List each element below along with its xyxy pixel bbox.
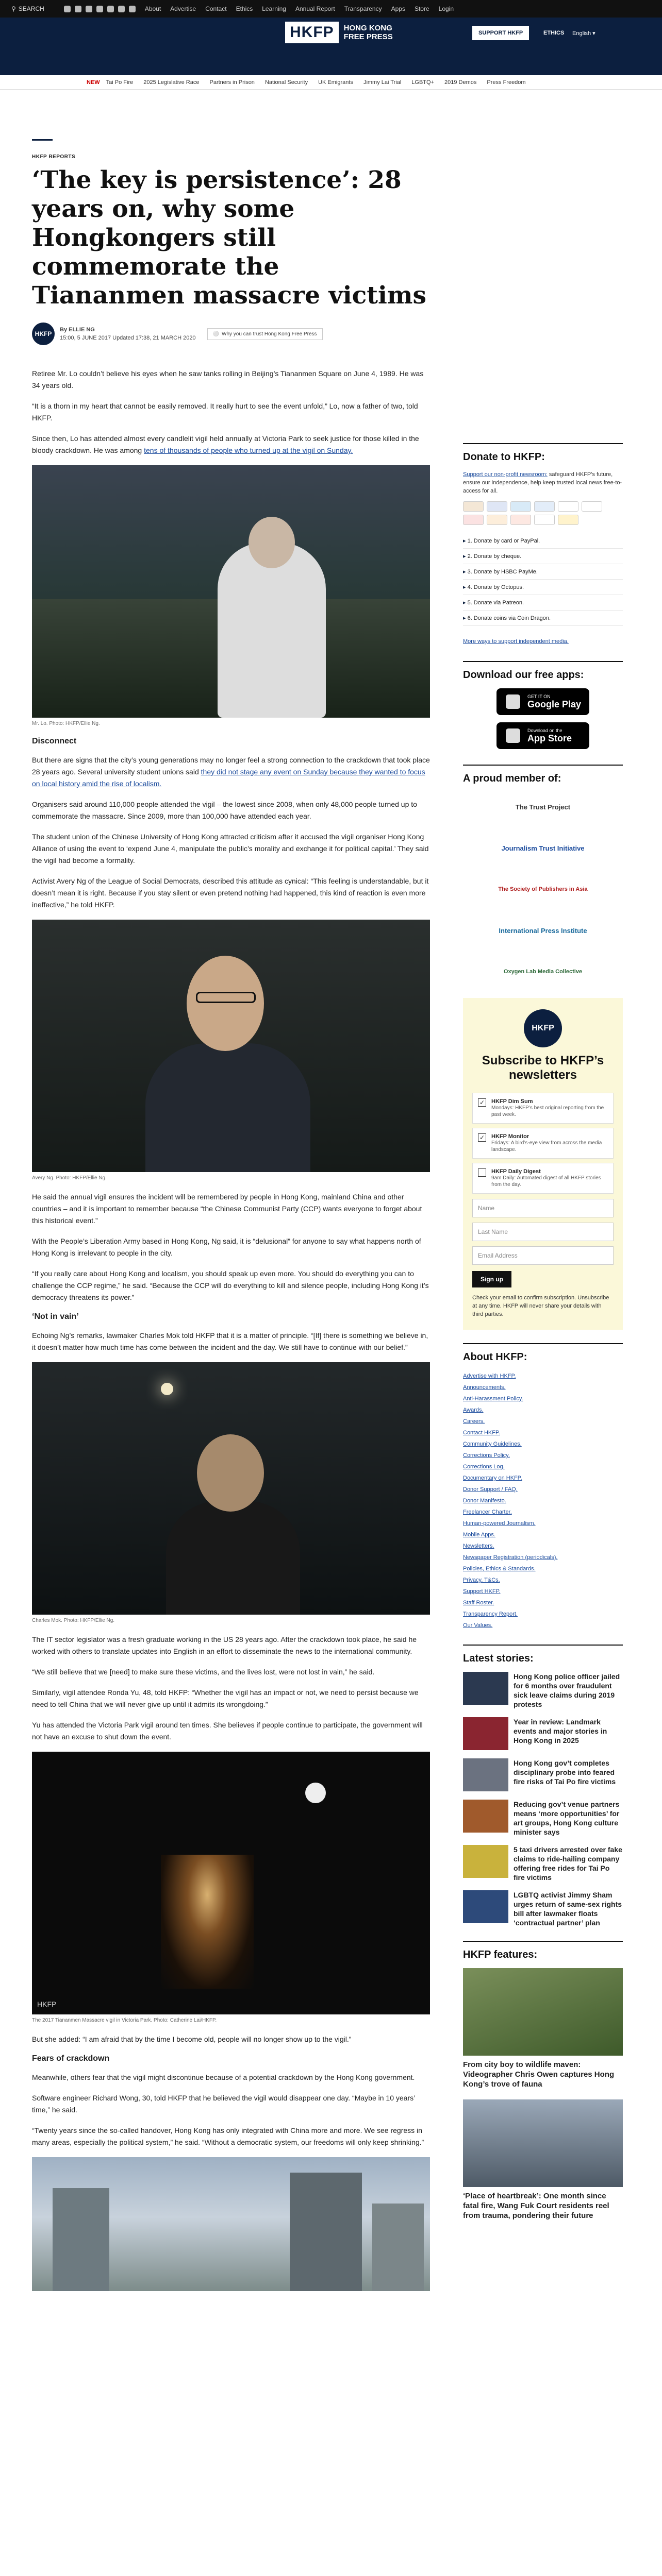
gpay-icon <box>558 501 578 512</box>
paragraph: The IT sector legislator was a fresh graduate working in the US 28 years ago. After the crackdown took place, he said he worked with others to translate updates into English in an effort to disseminate the news to the international community. <box>32 1635 417 1655</box>
topbar-link-contact[interactable]: Contact <box>205 5 227 12</box>
feature-title: From city boy to wildlife maven: Videographer Chris Owen captures Hong Kong’s trove of fauna <box>463 2060 615 2089</box>
person-head <box>249 517 295 568</box>
eyebrow-rule <box>32 139 53 141</box>
newsletter-logo: HKFP <box>524 1009 562 1047</box>
newsletter-note: Check your email to confirm subscription. Unsubscribe at any time. HKFP will never share your details with third parties. <box>472 1295 609 1317</box>
google-play-button[interactable] <box>496 688 589 715</box>
photo-caption: Charles Mok. Photo: HKFP/Ellie Ng. <box>32 1618 115 1623</box>
linkedin-icon[interactable] <box>118 6 125 12</box>
byline-text <box>60 326 196 342</box>
paragraph: “Twenty years since the so-called handover, Hong Kong has only integrated with China more and more. We see regress in many areas, especially the political system,” he said. “Without a democratic system, our freedoms will only keep shrinking.” <box>32 2126 424 2146</box>
tag-link[interactable]: National Security <box>264 79 308 86</box>
instagram-icon[interactable] <box>86 6 92 12</box>
logo-mark: HKFP <box>285 22 339 43</box>
about-link[interactable]: Human-powered Journalism. <box>463 1520 536 1527</box>
nav-item-projects[interactable]: PROJECTS ▾ <box>303 75 339 81</box>
building-shape <box>290 2173 362 2291</box>
section-heading: ‘Not in vain’ <box>32 1312 79 1321</box>
paragraph <box>32 433 430 456</box>
social-icons <box>64 6 136 12</box>
author-avatar: HKFP <box>32 323 55 345</box>
story-thumbnail <box>463 1758 508 1791</box>
mastercard-icon <box>463 501 484 512</box>
last-name-field[interactable]: Last Name <box>472 1223 614 1241</box>
payme-icon <box>463 515 484 525</box>
latest-heading: Latest stories: <box>463 1653 534 1664</box>
payment-methods <box>463 501 623 525</box>
features-section <box>463 1941 623 2221</box>
photo-city <box>32 2157 430 2291</box>
story-title: LGBTQ activist Jimmy Sham urges return of same-sex rights bill after lawmaker floats ‘contractual partner’ plan <box>514 1891 622 1927</box>
article-title: ‘The key is persistence’: 28 years on, why some Hongkongers still commemorate the Tiananmen massacre victims <box>32 166 426 310</box>
paragraph: Meanwhile, others fear that the vigil might discontinue because of a potential crackdown by the Hong Kong government. <box>32 2073 415 2081</box>
about-link[interactable]: Staff Roster. <box>463 1600 494 1606</box>
topbar-link-annual-report[interactable]: Annual Report <box>295 5 335 12</box>
donate-link[interactable]: Support our non-profit newsroom: <box>463 471 548 478</box>
section-heading: Disconnect <box>32 737 77 745</box>
google-play-icon <box>506 694 520 709</box>
about-link[interactable]: Privacy, T&Cs. <box>463 1577 500 1583</box>
donate-option[interactable]: ▸ 1. Donate by card or PayPal. <box>463 533 623 549</box>
article-category[interactable]: HKFP REPORTS <box>32 154 76 160</box>
paragraph: “It is a thorn in my heart that cannot be easily removed. It really hurt to see the event unfold,” Lo, now a father of two, told HKFP. <box>32 402 418 422</box>
photo-caption: Avery Ng. Photo: HKFP/Ellie Ng. <box>32 1175 107 1181</box>
newsletter-option-daily-digest[interactable] <box>472 1163 614 1194</box>
paragraph: With the People’s Liberation Army based in Hong Kong, Ng said, it is “delusional” for anyone to say what happens north of Hong Kong is irrelevant to people in the city. <box>32 1237 421 1257</box>
shield-icon: ⚪ <box>212 331 220 337</box>
app-store-button[interactable] <box>496 722 589 749</box>
glasses <box>196 992 256 1003</box>
about-link[interactable]: Corrections Policy. <box>463 1452 510 1459</box>
paragraph-text: But there are signs that the city’s young generations may no longer feel a strong connection to the crackdown that took place 28 years ago. Several university student unions said <box>32 756 430 776</box>
paragraph: Yu has attended the Victoria Park vigil around ten times. She believes if people continue to participate, the government will not have an excuse to shut down the event. <box>32 1721 423 1741</box>
story-title: Hong Kong police officer jailed for 6 months over fraudulent sick leave claims during 2019 protests <box>514 1672 620 1708</box>
newsletter-option-monitor[interactable] <box>472 1128 614 1159</box>
about-link[interactable]: Donor Support / FAQ. <box>463 1486 518 1493</box>
checkbox[interactable]: ✓ <box>478 1098 486 1107</box>
apple-icon <box>506 728 520 743</box>
site-logo[interactable] <box>285 22 393 43</box>
cheque-icon <box>534 515 555 525</box>
story-thumbnail <box>463 1800 508 1833</box>
member-logo-sopa[interactable]: The Society of Publishers in Asia <box>498 886 588 892</box>
photo-caption: The 2017 Tiananmen Massacre vigil in Victoria Park. Photo: Catherine Lai/HKFP. <box>32 2018 217 2023</box>
topbar-link-about[interactable]: About <box>144 5 161 12</box>
paragraph: Organisers said around 110,000 people attended the vigil – the lowest since 2008, when only 48,000 people turned up to commemorate the massacre. Since 2009, more than 100,000 have attended each year. <box>32 800 417 820</box>
nav-item-topics[interactable]: TOPICS ▾ <box>231 75 257 81</box>
new-badge: NEW <box>87 79 100 86</box>
amex-icon <box>510 501 531 512</box>
option-desc: Mondays: HKFP’s best original reporting from the past week. <box>491 1105 604 1117</box>
option-name: HKFP Daily Digest <box>491 1168 541 1175</box>
moon <box>305 1783 326 1803</box>
donate-text: safeguard HKFP’s future, ensure our independence, help keep trusted local news free-to-access for all. <box>463 471 622 494</box>
newsletter-signup <box>463 998 623 1330</box>
nav-item-opinion[interactable]: OPINION <box>268 74 292 81</box>
option-name: HKFP Monitor <box>491 1133 529 1140</box>
visa-icon <box>487 501 507 512</box>
topbar-link-ethics[interactable]: Ethics <box>236 5 253 12</box>
topbar-link-login[interactable]: Login <box>438 5 454 12</box>
paragraph: Software engineer Richard Wong, 30, told HKFP that he believed the vigil would disappear one day. “Maybe in 10 years’ time,” he said. <box>32 2094 415 2114</box>
google-play-label: Google Play <box>527 699 582 709</box>
byline <box>32 323 430 345</box>
photo-charles-mok <box>32 1362 430 1615</box>
masthead <box>0 18 662 81</box>
top-utility-bar <box>0 0 662 18</box>
features-heading: HKFP features: <box>463 1949 538 1960</box>
paypal-icon <box>534 501 555 512</box>
story-title: 5 taxi drivers arrested over fake claims to ride-hailing company offering free rides for Tai Po fire victims <box>514 1845 622 1882</box>
about-link[interactable]: Careers. <box>463 1418 485 1425</box>
latest-story[interactable] <box>463 1890 623 1927</box>
building-shape <box>372 2204 424 2291</box>
checkbox[interactable]: ✓ <box>478 1133 486 1142</box>
paragraph: “We still believe that we [need] to make sure these victims, and the lives lost, were not lost in vain,” he said. <box>32 1668 375 1676</box>
feature-story[interactable] <box>463 2099 623 2221</box>
person-figure <box>145 1043 310 1172</box>
tag-link[interactable]: 2019 Demos <box>444 79 477 86</box>
about-link[interactable]: Support HKFP. <box>463 1588 501 1595</box>
google-play-small: GET IT ON <box>527 693 551 699</box>
ethics-link[interactable]: ETHICS <box>543 30 565 36</box>
about-links <box>463 1370 623 1631</box>
latest-story[interactable] <box>463 1717 623 1750</box>
applepay-icon <box>582 501 602 512</box>
tag-link[interactable]: Jimmy Lai Trial <box>363 79 402 86</box>
photo-candle-vigil <box>32 1752 430 2014</box>
nav-item-newsletter[interactable]: NEWSLETTER <box>180 74 220 81</box>
story-title: Year in review: Landmark events and major stories in Hong Kong in 2025 <box>514 1718 607 1744</box>
about-heading: About HKFP: <box>463 1351 527 1363</box>
about-link[interactable]: Policies, Ethics & Standards. <box>463 1566 536 1572</box>
paragraph: But she added: “I am afraid that by the time I become old, people will no longer show up to the vigil.” <box>32 2035 352 2043</box>
about-link[interactable]: Newspaper Registration (periodicals). <box>463 1554 558 1561</box>
sidebar <box>463 443 623 2231</box>
tag-link[interactable]: UK Emigrants <box>318 79 353 86</box>
about-link[interactable]: Freelancer Charter. <box>463 1509 512 1515</box>
donate-option[interactable]: ▸ 4. Donate by Octopus. <box>463 580 623 595</box>
threads-icon[interactable] <box>96 6 103 12</box>
paragraph: He said the annual vigil ensures the incident will be remembered by people in Hong Kong, mainland China and other countries – and it is important to remember because “the Chinese Communist Party (CCP) wants everyone to forget about this historical event.” <box>32 1193 422 1225</box>
x-icon[interactable] <box>75 6 81 12</box>
donate-heading: Donate to HKFP: <box>463 451 545 463</box>
tag-link[interactable]: Partners in Prison <box>209 79 255 86</box>
tag-link[interactable]: 2025 Legislative Race <box>143 79 200 86</box>
article <box>32 139 430 2291</box>
student-unions-link[interactable]: they did not stage any event on Sunday because they wanted to focus on local history amid the rise of localism. <box>32 768 425 788</box>
street-lamp <box>161 1383 173 1395</box>
topbar-link-learning[interactable]: Learning <box>262 5 286 12</box>
person-head <box>187 956 264 1051</box>
photo-mr-lo <box>32 465 430 718</box>
signup-button[interactable]: Sign up <box>472 1271 511 1287</box>
members-heading: A proud member of: <box>463 773 561 784</box>
option-text <box>491 1098 608 1118</box>
option-name: HKFP Dim Sum <box>491 1098 533 1105</box>
story-title: Reducing gov’t venue partners means ‘more opportunities’ for art groups, Hong Kong culture minister says <box>514 1800 620 1836</box>
checkbox[interactable] <box>478 1168 486 1177</box>
photo-avery-ng <box>32 920 430 1172</box>
paragraph: Retiree Mr. Lo couldn’t believe his eyes when he saw tanks rolling in Beijing’s Tiananmen Square on June 4, 1989. He was 34 years old. <box>32 369 424 389</box>
person-head <box>197 1434 264 1512</box>
building-shape <box>53 2188 109 2291</box>
logo-text <box>344 24 393 41</box>
donate-options <box>463 533 623 626</box>
donate-section <box>463 443 623 646</box>
more-ways-link[interactable]: More ways to support independent media. <box>463 638 569 645</box>
paragraph: Similarly, vigil attendee Ronda Yu, 48, told HKFP: “Whether the vigil has an impact or not, we need to persist because we need to tell China that we will never give up until it admits its wrongdoing.” <box>32 1688 419 1708</box>
option-desc: 9am Daily: Automated digest of all HKFP stories from the day. <box>491 1175 601 1188</box>
tag-link[interactable]: Press Freedom <box>487 79 526 86</box>
section-heading: Fears of crackdown <box>32 2054 110 2063</box>
person-figure <box>218 543 326 718</box>
patreon-icon <box>510 515 531 525</box>
apps-section <box>463 661 623 749</box>
person-figure <box>166 1501 300 1615</box>
member-logo-ipi[interactable]: International Press Institute <box>499 926 587 935</box>
name-field[interactable]: Name <box>472 1199 614 1217</box>
latest-story[interactable] <box>463 1758 623 1791</box>
about-link[interactable]: Corrections Log. <box>463 1464 505 1470</box>
donate-option[interactable]: ▸ 2. Donate by cheque. <box>463 549 623 564</box>
photo-watermark: HKFP <box>37 2000 57 2008</box>
nav-item-podcast[interactable]: PODCAST <box>350 74 378 81</box>
topbar-link-transparency[interactable]: Transparency <box>344 5 382 12</box>
feature-story[interactable] <box>463 1968 623 2089</box>
nav-item-hkfp[interactable]: HKFP <box>32 74 47 81</box>
vigil-link[interactable]: tens of thousands of people who turned up at the vigil on Sunday. <box>144 446 353 454</box>
logo-line-2: FREE PRESS <box>343 32 393 41</box>
about-link[interactable]: Documentary on HKFP. <box>463 1475 522 1481</box>
about-link[interactable]: Community Guidelines. <box>463 1441 522 1447</box>
about-link[interactable]: Contact HKFP. <box>463 1430 500 1436</box>
member-logo-jti[interactable]: Journalism Trust Initiative <box>501 844 585 852</box>
story-title: Hong Kong gov’t completes disciplinary probe into feared fire risks of Tai Po fire victims <box>514 1759 616 1786</box>
tag-link[interactable]: Tai Po Fire <box>106 79 134 86</box>
search-button[interactable] <box>11 5 44 12</box>
about-link[interactable]: Our Values. <box>463 1622 493 1629</box>
apps-heading: Download our free apps: <box>463 669 584 681</box>
latest-story[interactable] <box>463 1800 623 1837</box>
feature-image <box>463 1968 623 2056</box>
paragraph-text: Since then, Lo has attended almost every candlelit vigil held annually at Victoria Park to seek justice for those killed in the bloody crackdown. He was among <box>32 434 419 454</box>
search-label: SEARCH <box>18 5 44 12</box>
donate-blurb <box>463 470 623 495</box>
newsletter-option-dim-sum[interactable] <box>472 1093 614 1124</box>
about-link[interactable]: Anti-Harassment Policy. <box>463 1396 523 1402</box>
paragraph: The student union of the Chinese University of Hong Kong attracted criticism after it accused the vigil organiser Hong Kong Alliance of using the event to ‘expend June 4, manipulate the public’s morality and exchange it for political capital.’ They said the vigil had become a formality. <box>32 833 429 865</box>
paragraph <box>32 754 430 790</box>
candle-glow <box>161 1855 254 1989</box>
youtube-icon[interactable] <box>107 6 114 12</box>
paragraph: Echoing Ng’s remarks, lawmaker Charles Mok told HKFP that it is a matter of principle. “[If] there is something we believe in, it doesn’t matter how much time has come between the incident and the day. We still have to continue with our belief.” <box>32 1331 428 1351</box>
author-name[interactable]: By ELLIE NG <box>60 327 95 333</box>
nav-item-regions[interactable]: REGIONS ▾ <box>139 75 170 81</box>
member-logo-oxygen[interactable]: Oxygen Lab Media Collective <box>503 969 583 975</box>
latest-section <box>463 1645 623 1927</box>
member-logo-trust-project[interactable]: The Trust Project <box>515 803 571 811</box>
latest-story[interactable] <box>463 1672 623 1709</box>
option-text <box>491 1133 608 1153</box>
trust-label: Why you can trust Hong Kong Free Press <box>222 331 317 337</box>
nav-item-lens[interactable]: LENS <box>389 74 404 81</box>
trending-tags <box>0 75 662 90</box>
story-thumbnail <box>463 1890 508 1923</box>
story-thumbnail <box>463 1672 508 1705</box>
about-section <box>463 1343 623 1631</box>
story-thumbnail <box>463 1845 508 1878</box>
language-selector[interactable]: English ▾ <box>572 30 595 37</box>
article-dates: 15:00, 5 JUNE 2017 Updated 17:38, 21 MARCH 2020 <box>60 335 196 341</box>
paragraph: Activist Avery Ng of the League of Social Democrats, described this attitude as cynical: “This feeling is understandable, but it doesn’t mean it is right. Because if you stay silent or even pretend nothing had happened, this kind of reaction is even more ineffective,” he told HKFP. <box>32 877 429 909</box>
topbar-link-store[interactable]: Store <box>414 5 429 12</box>
about-link[interactable]: Advertise with HKFP. <box>463 1373 516 1379</box>
donate-option[interactable]: ▸ 6. Donate coins via Coin Dragon. <box>463 611 623 626</box>
donate-option[interactable]: ▸ 5. Donate via Patreon. <box>463 595 623 611</box>
photo-caption: Mr. Lo. Photo: HKFP/Ellie Ng. <box>32 721 100 726</box>
about-link[interactable]: Mobile Apps. <box>463 1532 495 1538</box>
about-link[interactable]: Newsletters. <box>463 1543 494 1549</box>
app-store-label: App Store <box>527 733 572 743</box>
coin-icon <box>558 515 578 525</box>
topbar-link-advertise[interactable]: Advertise <box>170 5 196 12</box>
about-link[interactable]: Donor Manifesto. <box>463 1498 506 1504</box>
donate-option[interactable]: ▸ 3. Donate by HSBC PayMe. <box>463 564 623 580</box>
about-link[interactable]: Announcements. <box>463 1384 506 1391</box>
option-text <box>491 1168 608 1188</box>
latest-story[interactable] <box>463 1845 623 1882</box>
story-thumbnail <box>463 1717 508 1750</box>
nav-item-features[interactable]: FEATURES <box>97 74 128 81</box>
octopus-icon <box>487 515 507 525</box>
search-icon: ⚲ <box>11 5 16 12</box>
feature-title: ‘Place of heartbreak’: One month since fatal fire, Wang Fuk Court residents reel from trauma, pondering their future <box>463 2192 609 2220</box>
option-desc: Fridays: A bird’s-eye view from across the media landscape. <box>491 1140 602 1153</box>
nav-item-support[interactable]: SUPPORT <box>58 74 87 81</box>
email-field[interactable]: Email Address <box>472 1246 614 1265</box>
about-link[interactable]: Awards. <box>463 1407 484 1413</box>
logo-line-1: HONG KONG <box>343 24 392 32</box>
topbar-link-apps[interactable]: Apps <box>391 5 405 12</box>
facebook-icon[interactable] <box>64 6 71 12</box>
trust-link[interactable] <box>207 328 323 340</box>
newsletter-heading: Subscribe to HKFP’s newsletters <box>482 1054 604 1082</box>
paragraph: “If you really care about Hong Kong and localism, you should speak up even more. You should do everything you can to challenge the CCP regime,” he said. “Because the CCP will do everything to kill and silence people, including Hong Kong it’s democracy threatens its power.” <box>32 1269 429 1301</box>
feature-image <box>463 2099 623 2187</box>
members-section <box>463 765 623 987</box>
about-link[interactable]: Transparency Report. <box>463 1611 518 1617</box>
bluesky-icon[interactable] <box>129 6 136 12</box>
support-hkfp-button[interactable]: SUPPORT HKFP <box>472 26 529 40</box>
app-store-small: Download on the <box>527 727 562 733</box>
tag-link[interactable]: LGBTQ+ <box>411 79 435 86</box>
